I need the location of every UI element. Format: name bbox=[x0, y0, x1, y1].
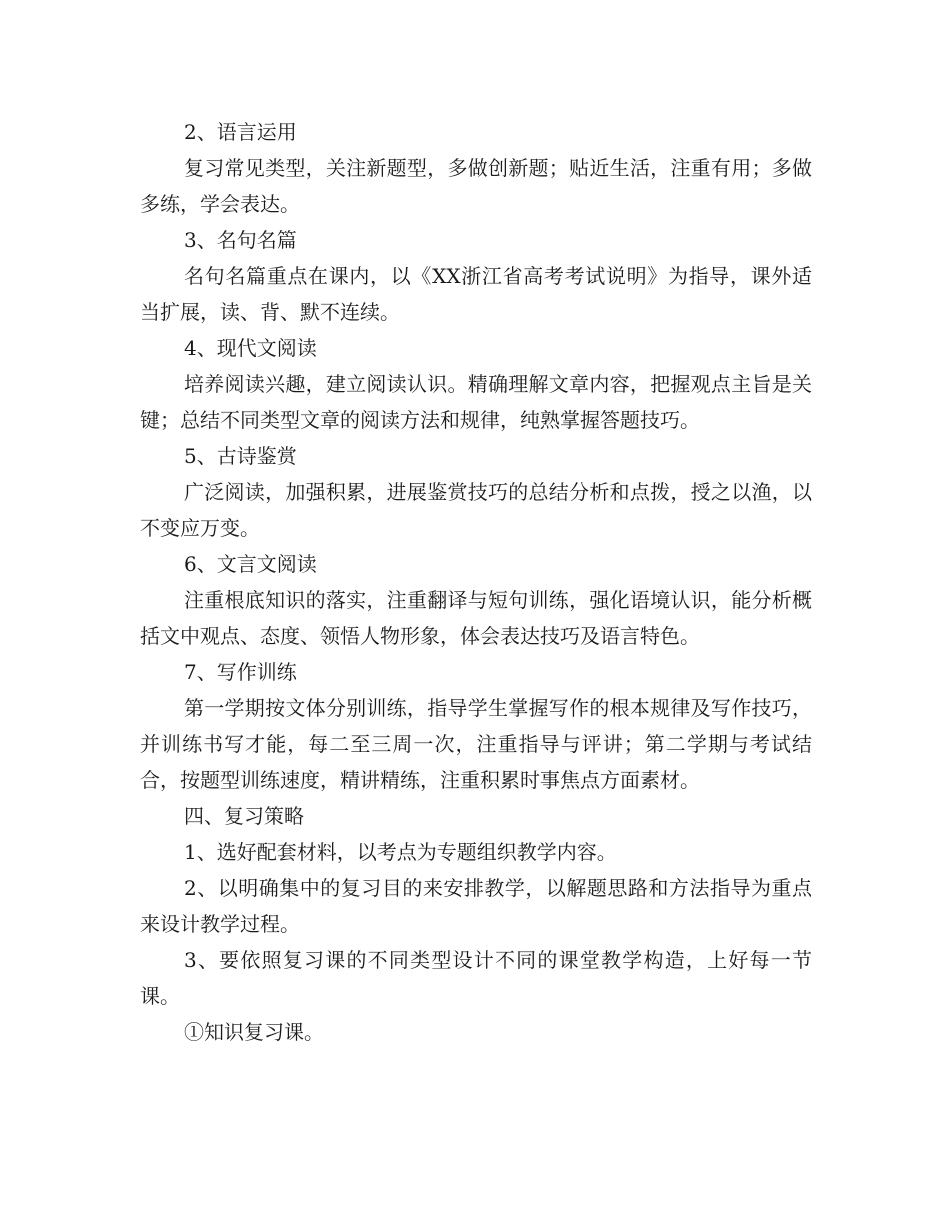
paragraph-famous-lines: 名句名篇重点在课内，以《XX浙江省高考考试说明》为指导，课外适当扩展，读、背、默不连续。 bbox=[140, 264, 812, 324]
strategy-item-1: 1、选好配套材料，以考点为专题组织教学内容。 bbox=[184, 840, 617, 864]
paragraph-language-use: 复习常见类型，关注新题型，多做创新题；贴近生活，注重有用；多做多练，学会表达。 bbox=[140, 156, 812, 216]
document-body bbox=[140, 114, 812, 1050]
section-heading-classical-reading: 6、文言文阅读 bbox=[184, 552, 317, 576]
strategy-item-3: 3、要依照复习课的不同类型设计不同的课堂教学构造，上好每一节课。 bbox=[140, 948, 812, 1008]
paragraph-writing-training: 第一学期按文体分别训练，指导学生掌握写作的根本规律及写作技巧，并训练书写才能，每二至三周一次，注重指导与评讲；第二学期与考试结合，按题型训练速度，精讲精练，注重积累时事焦点方面素材。 bbox=[140, 696, 812, 792]
section-heading-poetry-appreciation: 5、古诗鉴赏 bbox=[184, 444, 297, 468]
sub-item-knowledge-review: ①知识复习课。 bbox=[184, 1020, 324, 1044]
paragraph-classical-reading: 注重根底知识的落实，注重翻译与短句训练，强化语境认识，能分析概括文中观点、态度、领悟人物形象，体会表达技巧及语言特色。 bbox=[140, 588, 812, 648]
section-heading-language-use: 2、语言运用 bbox=[184, 120, 297, 144]
section-heading-famous-lines: 3、名句名篇 bbox=[184, 228, 297, 252]
section-heading-writing-training: 7、写作训练 bbox=[184, 660, 297, 684]
section-heading-modern-reading: 4、现代文阅读 bbox=[184, 336, 317, 360]
section-heading-review-strategy: 四、复习策略 bbox=[184, 804, 304, 828]
strategy-item-2: 2、以明确集中的复习目的来安排教学，以解题思路和方法指导为重点来设计教学过程。 bbox=[140, 876, 812, 936]
paragraph-modern-reading: 培养阅读兴趣，建立阅读认识。精确理解文章内容，把握观点主旨是关键；总结不同类型文章的阅读方法和规律，纯熟掌握答题技巧。 bbox=[140, 372, 812, 432]
paragraph-poetry-appreciation: 广泛阅读，加强积累，进展鉴赏技巧的总结分析和点拨，授之以渔，以不变应万变。 bbox=[140, 480, 812, 540]
